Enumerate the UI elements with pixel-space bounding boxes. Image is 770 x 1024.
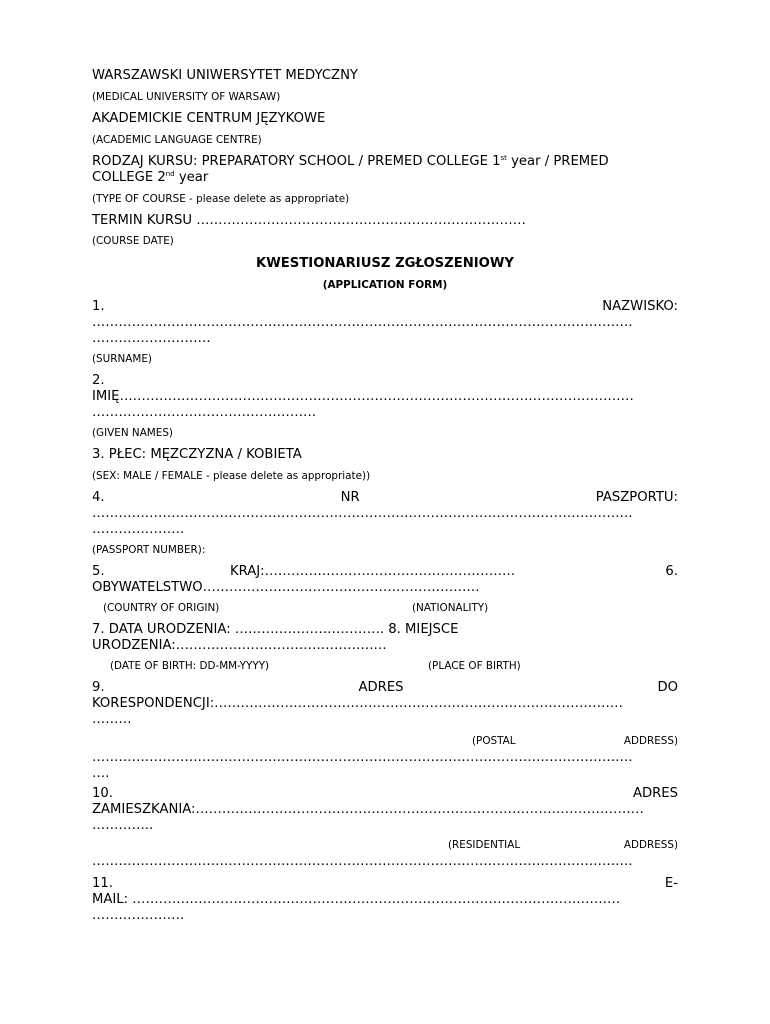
passport-field[interactable]: ……………………………………………………………………………………………………………	[92, 506, 633, 521]
email-number: 11.	[92, 876, 113, 891]
nationality-field[interactable]: OBYWATELSTWO………………………………………………………	[92, 580, 480, 595]
passport-field-cont[interactable]: …………………	[92, 522, 185, 537]
postal-address-field-2[interactable]: ……………………………………………………………………………………………………………	[92, 750, 633, 765]
sex-en: (SEX: MALE / FEMALE - please delete as appropriate))	[92, 470, 371, 482]
surname-row	[92, 299, 678, 315]
residential-number: 10.	[92, 786, 113, 801]
postal-adres: ADRES	[358, 680, 404, 695]
centre-name: AKADEMICKIE CENTRUM JĘZYKOWE	[92, 111, 326, 126]
passport-nr: NR	[340, 490, 360, 505]
university-name-en: (MEDICAL UNIVERSITY OF WARSAW)	[92, 91, 281, 103]
residential-en-b: ADDRESS)	[623, 839, 678, 851]
postal-en-b: ADDRESS)	[623, 735, 678, 747]
given-names-field[interactable]: IMIĘ………………………………………………………………………………………………………	[92, 389, 634, 404]
country-field[interactable]: KRAJ:…………………………………………………	[230, 564, 516, 579]
place-of-birth-en: (PLACE OF BIRTH)	[428, 660, 521, 672]
postal-address-field-cont[interactable]: ………	[92, 712, 132, 727]
residential-address-field-2[interactable]: ……………………………………………………………………………………………………………	[92, 854, 633, 869]
surname-en: (SURNAME)	[92, 353, 152, 365]
country-en: (COUNTRY OF ORIGIN)	[103, 602, 220, 614]
course-date-field[interactable]: TERMIN KURSU …………………………………………………………………	[92, 213, 526, 228]
email-field[interactable]: MAIL: …………………………………………………………………………………………………	[92, 892, 621, 907]
surname-label: NAZWISKO:	[602, 299, 678, 314]
given-names-field-cont[interactable]: ……………………………………………	[92, 405, 317, 420]
postal-address-row	[92, 680, 678, 696]
surname-field-cont[interactable]: ………………………	[92, 331, 211, 346]
residential-address-row	[92, 786, 678, 802]
email-row	[92, 876, 678, 892]
date-of-birth-en: (DATE OF BIRTH: DD-MM-YYYY)	[110, 660, 270, 672]
passport-label: PASZPORTU:	[595, 490, 678, 505]
university-name: WARSZAWSKI UNIWERSYTET MEDYCZNY	[92, 68, 358, 83]
surname-field[interactable]: ……………………………………………………………………………………………………………	[92, 315, 633, 330]
country-number: 5.	[92, 564, 105, 579]
course-type-en: (TYPE OF COURSE - please delete as appropriate)	[92, 193, 350, 205]
postal-do: DO	[657, 680, 678, 695]
residential-en-a: (RESIDENTIAL	[448, 839, 521, 851]
surname-number: 1.	[92, 299, 105, 314]
email-e: E-	[664, 876, 678, 891]
given-names-number: 2.	[92, 373, 105, 388]
course-date-en: (COURSE DATE)	[92, 235, 174, 247]
residential-address-field[interactable]: ZAMIESZKANIA:…………………………………………………………………………………………	[92, 802, 644, 817]
postal-address-field[interactable]: KORESPONDENCJI:…………………………………………………………………………………	[92, 696, 623, 711]
course-type-line1: RODZAJ KURSU: PREPARATORY SCHOOL / PREMED COLLEGE 1st year / PREMED	[92, 154, 609, 169]
postal-number: 9.	[92, 680, 105, 695]
place-of-birth-field[interactable]: URODZENIA:…………………………………………	[92, 638, 387, 653]
date-of-birth-field[interactable]: 7. DATA URODZENIA: ……………………………. 8. MIEJSCE	[92, 622, 459, 637]
nationality-number: 6.	[665, 564, 678, 579]
postal-address-field-3[interactable]: ….	[92, 766, 110, 781]
form-title: KWESTIONARIUSZ ZGŁOSZENIOWY	[256, 256, 514, 271]
form-subtitle: (APPLICATION FORM)	[322, 279, 448, 291]
given-names-en: (GIVEN NAMES)	[92, 427, 173, 439]
sex-field[interactable]: 3. PŁEĆ: MĘŻCZYZNA / KOBIETA	[92, 447, 302, 462]
residential-address-field-cont[interactable]: …………..	[92, 818, 154, 833]
passport-number-num: 4.	[92, 490, 105, 505]
postal-en-a: (POSTAL	[472, 735, 516, 747]
passport-row	[92, 490, 678, 506]
residential-adres: ADRES	[632, 786, 678, 801]
nationality-en: (NATIONALITY)	[412, 602, 489, 614]
course-type-line2: COLLEGE 2nd year	[92, 170, 209, 185]
email-field-cont[interactable]: …………………	[92, 908, 185, 923]
centre-name-en: (ACADEMIC LANGUAGE CENTRE)	[92, 134, 262, 146]
passport-en: (PASSPORT NUMBER):	[92, 544, 206, 556]
